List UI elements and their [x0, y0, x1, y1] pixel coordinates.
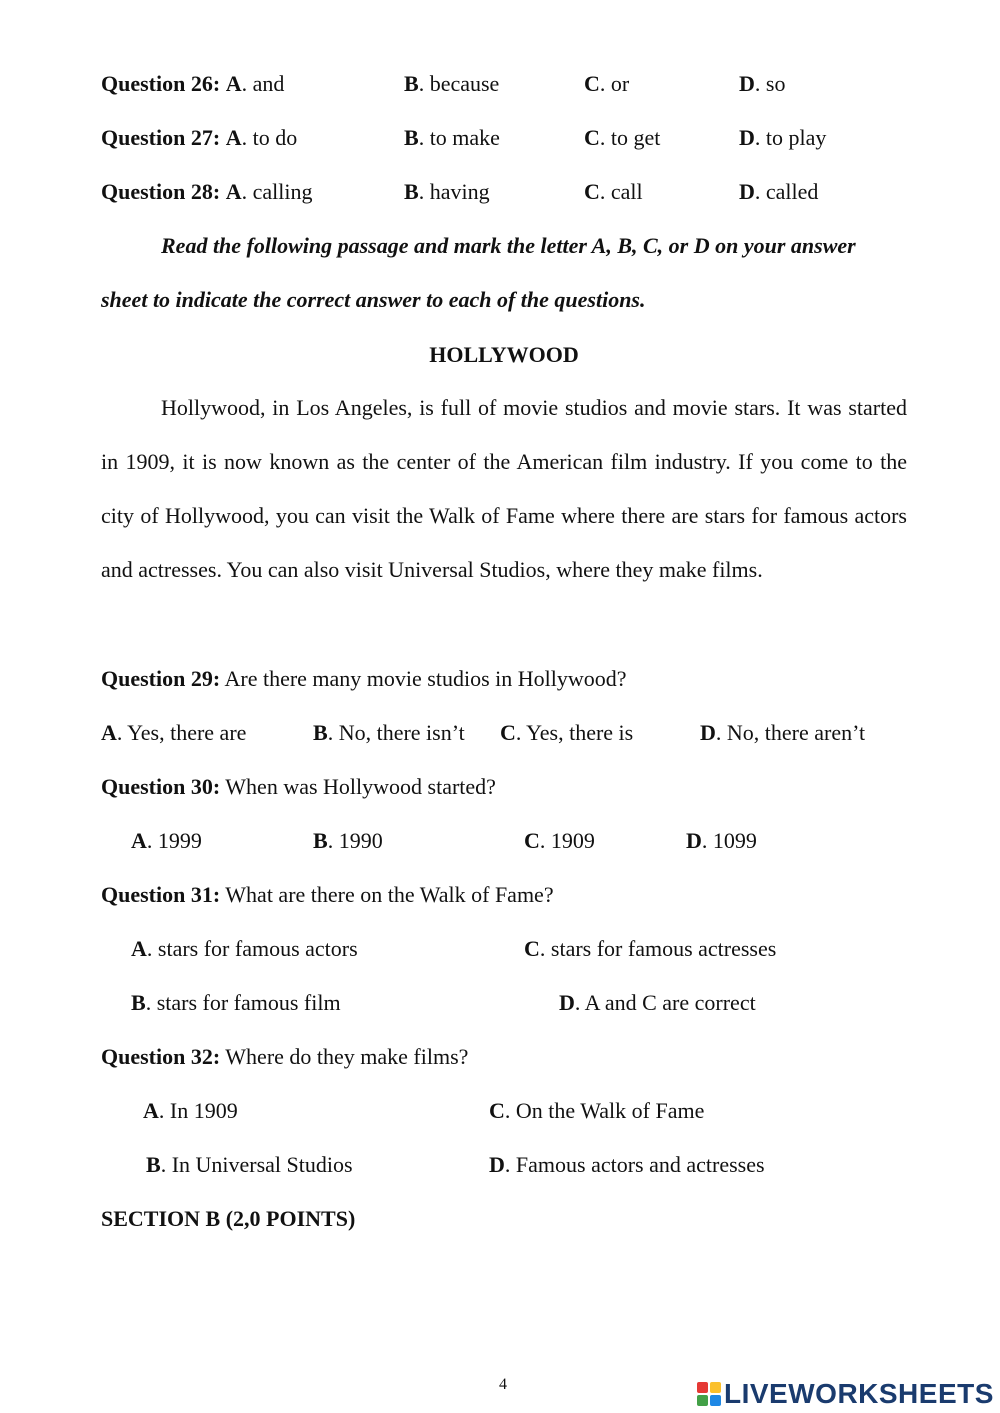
question-32-option-d: D. Famous actors and actresses	[489, 1152, 765, 1177]
question-text: Where do they make films?	[220, 1044, 469, 1069]
question-text: When was Hollywood started?	[220, 774, 496, 799]
question-28-option-d: D. called	[739, 179, 819, 204]
question-28-option-b: B. having	[404, 179, 490, 204]
passage	[101, 381, 907, 597]
question-29-option-b: B. No, there isn’t	[313, 720, 465, 745]
question-30	[101, 772, 496, 802]
question-30-option-a: A. 1999	[131, 828, 202, 853]
option-letter: A	[225, 71, 242, 96]
page-number: 4	[499, 1376, 507, 1393]
question-text: Are there many movie studios in Hollywood?	[220, 666, 627, 691]
question-31-option-d: D. A and C are correct	[559, 990, 756, 1015]
instruction-line-2: sheet to indicate the correct answer to each of the questions.	[101, 287, 646, 312]
passage-title: HOLLYWOOD	[429, 342, 579, 367]
question-32-option-c: C. On the Walk of Fame	[489, 1098, 705, 1123]
question-label: Question 27:	[101, 125, 221, 150]
question-label: Question 28:	[101, 179, 221, 204]
question-30-option-d: D. 1099	[686, 828, 757, 853]
question-31-option-a: A. stars for famous actors	[131, 936, 358, 961]
question-31-option-c: C. stars for famous actresses	[524, 936, 777, 961]
question-26-option-c: C. or	[584, 71, 630, 96]
question-label: Question 32:	[101, 1044, 221, 1069]
question-28: Question 28: A. calling	[101, 179, 313, 204]
option-text: . and	[241, 71, 285, 96]
question-29	[101, 664, 627, 694]
question-label: Question 29:	[101, 666, 221, 691]
question-27-option-d: D. to play	[739, 125, 827, 150]
question-27-option-b: B. to make	[404, 125, 500, 150]
question-32-option-b: B. In Universal Studios	[146, 1152, 353, 1177]
question-29-option-a: A. Yes, there are	[101, 720, 247, 745]
question-27: Question 27: A. to do	[101, 125, 298, 150]
question-label: Question 31:	[101, 882, 221, 907]
question-26	[101, 69, 284, 99]
question-label: Question 30:	[101, 774, 221, 799]
question-32	[101, 1042, 468, 1072]
instruction-line-1: Read the following passage and mark the letter A, B, C, or D on your answer	[161, 233, 856, 258]
question-30-option-b: B. 1990	[313, 828, 383, 853]
logo-squares-icon	[697, 1382, 721, 1406]
question-26-option-d: D. so	[739, 71, 786, 96]
logo-text: LIVEWORKSHEETS	[724, 1378, 994, 1409]
question-30-option-c: C. 1909	[524, 828, 595, 853]
question-29-option-d: D. No, there aren’t	[700, 720, 866, 745]
passage-text: Hollywood, in Los Angeles, is full of movie studios and movie stars. It was started in 1909, it is now known as the center of the American film industry. If you come to the city of Hollywood, you can visit the Walk of Fame where there are stars for famous actors and actresses. You can also visit Universal Studios, where they make films.	[101, 395, 907, 582]
question-26-option-b: B. because	[404, 71, 500, 96]
question-29-option-c: C. Yes, there is	[500, 720, 634, 745]
question-label: Question 26:	[101, 71, 221, 96]
question-27-option-c: C. to get	[584, 125, 661, 150]
question-28-option-c: C. call	[584, 179, 643, 204]
question-31-option-b: B. stars for famous film	[131, 990, 341, 1015]
question-text: What are there on the Walk of Fame?	[220, 882, 554, 907]
section-b-heading: SECTION B (2,0 POINTS)	[101, 1206, 356, 1231]
question-32-option-a: A. In 1909	[143, 1098, 238, 1123]
question-31	[101, 880, 554, 910]
liveworksheets-logo[interactable]	[697, 1377, 994, 1411]
